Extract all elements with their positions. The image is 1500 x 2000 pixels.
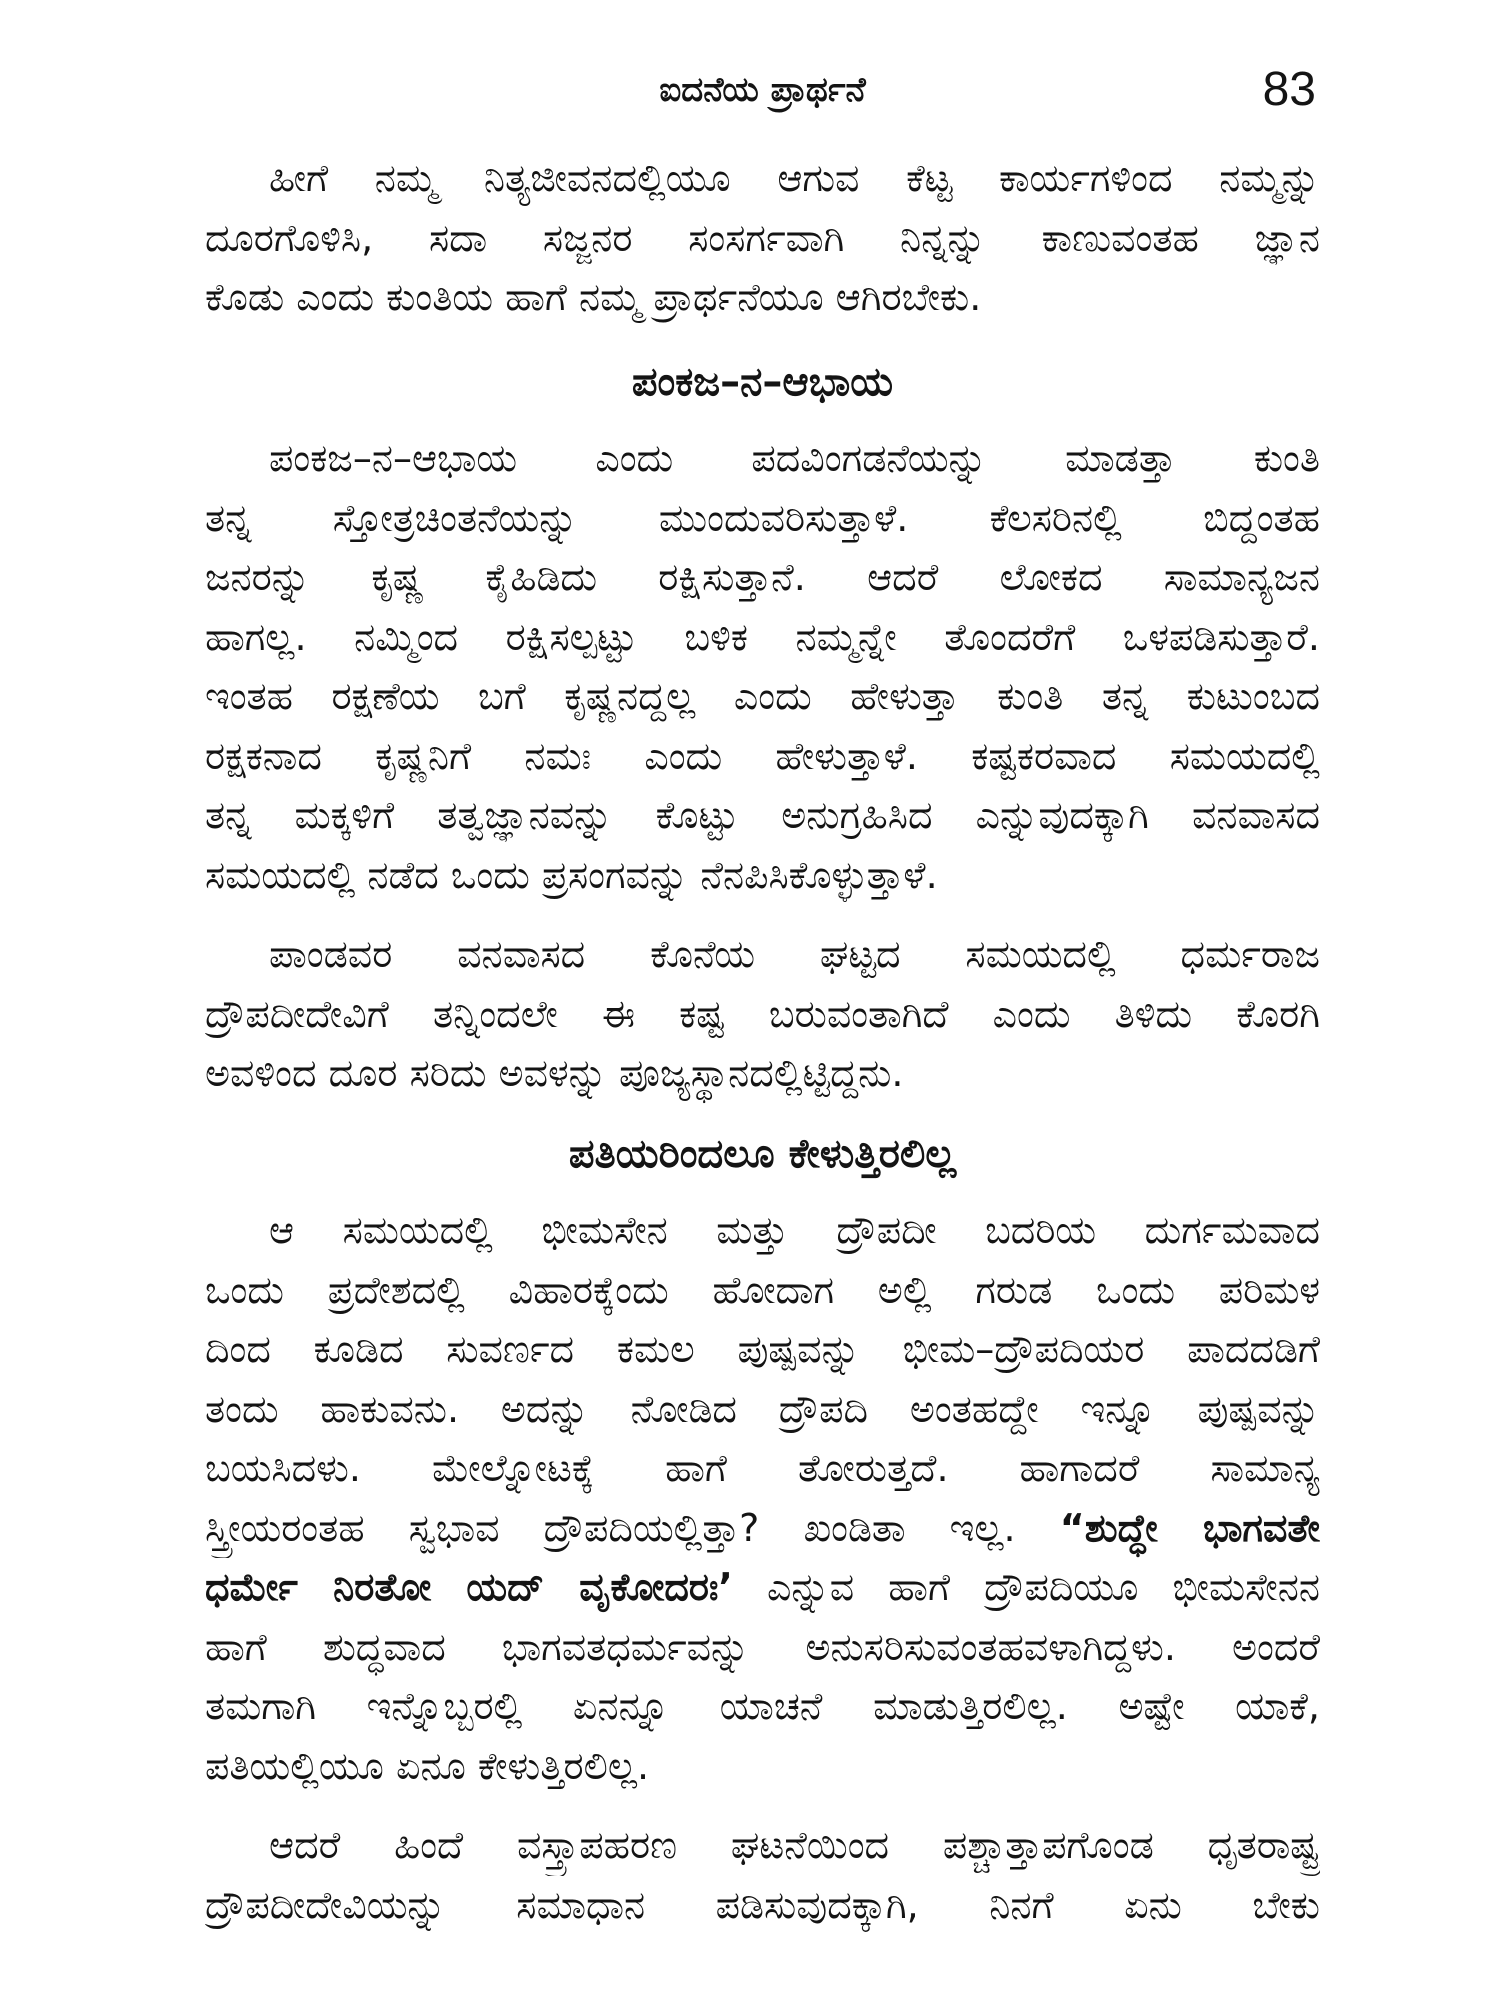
paragraph-5 bbox=[205, 1816, 1320, 1935]
text-line: ತಂದು ಹಾಕುವನು. ಅದನ್ನು ನೋಡಿದ ದ್ರೌಪದಿ ಅಂತಹದ್ದೇ ಇನ್ನೂ ಪುಷ್ಪವನ್ನು bbox=[205, 1386, 1320, 1431]
text-line: ಅವಳಿಂದ ದೂರ ಸರಿದು ಅವಳನ್ನು ಪೂಜ್ಯಸ್ಥಾನದಲ್ಲಿಟ್ಟಿದ್ದನು. bbox=[205, 1051, 904, 1095]
text-line: ಜನರನ್ನು ಕೃಷ್ಣ ಕೈಹಿಡಿದು ರಕ್ಷಿಸುತ್ತಾನೆ. ಆದರೆ ಲೋಕದ ಸಾಮಾನ್ಯಜನ bbox=[205, 555, 1320, 599]
paragraph-1 bbox=[205, 149, 1320, 328]
text-line: ಸಮಯದಲ್ಲಿ ನಡೆದ ಒಂದು ಪ್ರಸಂಗವನ್ನು ನೆನಪಿಸಿಕೊಳ್ಳುತ್ತಾಳೆ. bbox=[205, 852, 938, 897]
text-line: ದ್ರೌಪದೀದೇವಿಗೆ ತನ್ನಿಂದಲೇ ಈ ಕಷ್ಟ ಬರುವಂತಾಗಿದೆ ಎಂದು ತಿಳಿದು ಕೊರಗಿ bbox=[205, 991, 1320, 1036]
running-head bbox=[205, 58, 1320, 122]
text-line: ತನ್ನ ಮಕ್ಕಳಿಗೆ ತತ್ವಜ್ಞಾನವನ್ನು ಕೊಟ್ಟು ಅನುಗ್ರಹಿಸಿದ ಎನ್ನುವುದಕ್ಕಾಗಿ ವನವಾಸದ bbox=[205, 793, 1320, 837]
text-line: ಒಂದು ಪ್ರದೇಶದಲ್ಲಿ ವಿಹಾರಕ್ಕೆಂದು ಹೋದಾಗ ಅಲ್ಲಿ ಗರುಡ ಒಂದು ಪರಿಮಳ bbox=[205, 1267, 1320, 1312]
line-text: ಸ್ತ್ರೀಯರಂತಹ ಸ್ವಭಾವ ದ್ರೌಪದಿಯಲ್ಲಿತ್ತಾ? ಖಂಡಿತಾ ಇಲ್ಲ. bbox=[205, 1505, 1016, 1550]
text-line: ಪಾಂಡವರ ವನವಾಸದ ಕೊನೆಯ ಘಟ್ಟದ ಸಮಯದಲ್ಲಿ ಧರ್ಮರಾಜ bbox=[269, 932, 1320, 976]
text-line: ಇಂತಹ ರಕ್ಷಣೆಯ ಬಗೆ ಕೃಷ್ಣನದ್ದಲ್ಲ ಎಂದು ಹೇಳುತ್ತಾ ಕುಂತಿ ತನ್ನ ಕುಟುಂಬದ bbox=[205, 674, 1320, 718]
paragraph-3 bbox=[205, 925, 1320, 1104]
text-line: ಕೊಡು ಎಂದು ಕುಂತಿಯ ಹಾಗೆ ನಮ್ಮ ಪ್ರಾರ್ಥನೆಯೂ ಆಗಿರಬೇಕು. bbox=[205, 275, 982, 319]
text-line: ದೂರಗೊಳಿಸಿ, ಸದಾ ಸಜ್ಜನರ ಸಂಸರ್ಗವಾಗಿ ನಿನ್ನನ್ನು ಕಾಣುವಂತಹ ಜ್ಞಾನ bbox=[205, 215, 1320, 260]
text-line: ಬಯಸಿದಳು. ಮೇಲ್ನೋಟಕ್ಕೆ ಹಾಗೆ ತೋರುತ್ತದೆ. ಹಾಗಾದರೆ ಸಾಮಾನ್ಯ bbox=[205, 1446, 1320, 1490]
text-line: ರಕ್ಷಕನಾದ ಕೃಷ್ಣನಿಗೆ ನಮಃ ಎಂದು ಹೇಳುತ್ತಾಳೆ. ಕಷ್ಟಕರವಾದ ಸಮಯದಲ್ಲಿ bbox=[205, 733, 1320, 778]
section-heading-2: ಪತಿಯರಿಂದಲೂ ಕೇಳುತ್ತಿರಲಿಲ್ಲ bbox=[568, 1131, 957, 1177]
text-line: ಪತಿಯಲ್ಲಿಯೂ ಏನೂ ಕೇಳುತ್ತಿರಲಿಲ್ಲ. bbox=[205, 1743, 650, 1788]
sanskrit-quote: ಧರ್ಮೇ ನಿರತೋ ಯದ್ ವೃಕೋದರಃ’ bbox=[205, 1565, 733, 1609]
text-line: ಹೀಗೆ ನಮ್ಮ ನಿತ್ಯಜೀವನದಲ್ಲಿಯೂ ಆಗುವ ಕೆಟ್ಟ ಕಾರ್ಯಗಳಿಂದ ನಮ್ಮನ್ನು bbox=[269, 156, 1320, 200]
line-text: ಎನ್ನುವ ಹಾಗೆ ದ್ರೌಪದಿಯೂ ಭೀಮಸೇನನ bbox=[766, 1565, 1320, 1609]
section-heading-1: ಪಂಕಜ–ನ–ಆಭಾಯ bbox=[631, 359, 894, 405]
sanskrit-quote: “ಶುದ್ಧೇ ಭಾಗವತೇ bbox=[1059, 1505, 1320, 1550]
text-line: ಹಾಗೆ ಶುದ್ಧವಾದ ಭಾಗವತಧರ್ಮವನ್ನು ಅನುಸರಿಸುವಂತಹವಳಾಗಿದ್ದಳು. ಅಂದರೆ bbox=[205, 1624, 1320, 1669]
text-line: ದಿಂದ ಕೂಡಿದ ಸುವರ್ಣದ ಕಮಲ ಪುಷ್ಪವನ್ನು ಭೀಮ–ದ್ರೌಪದಿಯರ ಪಾದದಡಿಗೆ bbox=[205, 1327, 1320, 1371]
text-line: ತನ್ನ ಸ್ತೋತ್ರಚಿಂತನೆಯನ್ನು ಮುಂದುವರಿಸುತ್ತಾಳೆ. ಕೆಲಸರಿನಲ್ಲಿ ಬಿದ್ದಂತಹ bbox=[205, 495, 1320, 540]
text-line: ದ್ರೌಪದೀದೇವಿಯನ್ನು ಸಮಾಧಾನ ಪಡಿಸುವುದಕ್ಕಾಗಿ, ನಿನಗೆ ಏನು ಬೇಕು bbox=[205, 1882, 1320, 1927]
text-line: ಆದರೆ ಹಿಂದೆ ವಸ್ತ್ರಾಪಹರಣ ಘಟನೆಯಿಂದ ಪಶ್ಚಾತ್ತಾಪಗೊಂಡ ಧೃತರಾಷ್ಟ್ರ bbox=[269, 1823, 1320, 1867]
page-number: 83 bbox=[1262, 63, 1316, 116]
text-line bbox=[205, 1558, 1320, 1618]
text-line: ತಮಗಾಗಿ ಇನ್ನೊಬ್ಬರಲ್ಲಿ ಏನನ್ನೂ ಯಾಚನೆ ಮಾಡುತ್ತಿರಲಿಲ್ಲ. ಅಷ್ಟೇ ಯಾಕೆ, bbox=[205, 1684, 1320, 1728]
text-line bbox=[205, 1499, 1320, 1559]
text-line: ಆ ಸಮಯದಲ್ಲಿ ಭೀಮಸೇನ ಮತ್ತು ದ್ರೌಪದೀ ಬದರಿಯ ದುರ್ಗಮವಾದ bbox=[269, 1208, 1320, 1252]
text-line: ಹಾಗಲ್ಲ. ನಮ್ಮಿಂದ ರಕ್ಷಿಸಲ್ಪಟ್ಟು ಬಳಿಕ ನಮ್ಮನ್ನೇ ತೊಂದರೆಗೆ ಒಳಪಡಿಸುತ್ತಾರೆ. bbox=[205, 614, 1320, 659]
running-title: ಐದನೆಯ ಪ್ರಾರ್ಥನೆ bbox=[659, 70, 866, 110]
text-line: ಪಂಕಜ–ನ–ಆಭಾಯ ಎಂದು ಪದವಿಂಗಡನೆಯನ್ನು ಮಾಡತ್ತಾ ಕುಂತಿ bbox=[269, 436, 1320, 480]
paragraph-2 bbox=[205, 429, 1320, 905]
paragraph-4 bbox=[205, 1201, 1320, 1796]
